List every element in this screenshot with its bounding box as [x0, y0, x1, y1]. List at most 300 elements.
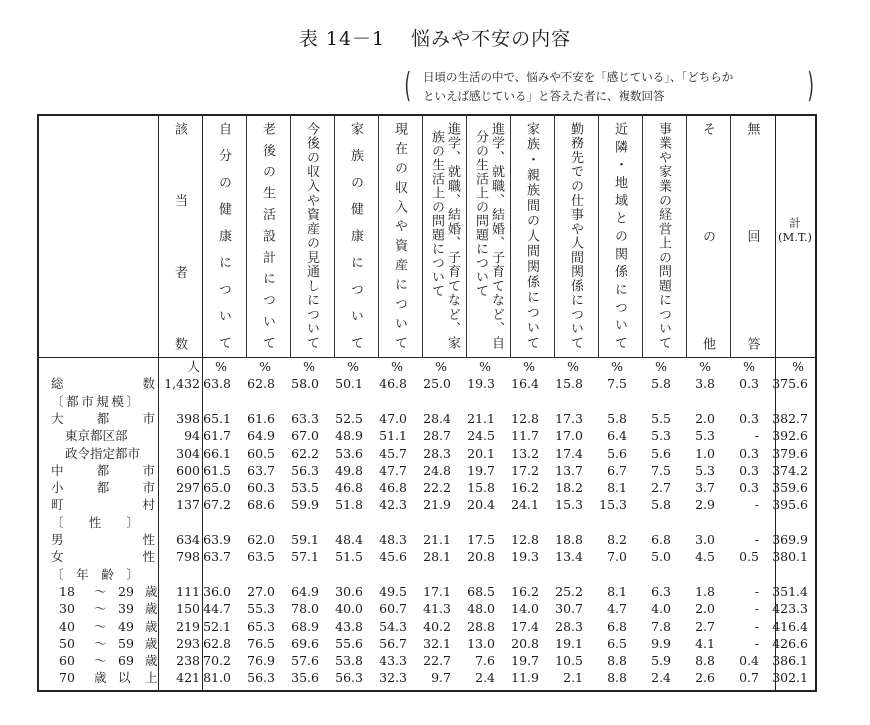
cell-business: 5.5: [651, 410, 671, 426]
units-row: [39, 358, 815, 375]
cell-total: 386.1: [772, 653, 808, 669]
table-row: [39, 462, 815, 479]
cell-count: 94: [184, 428, 200, 444]
cell-future-income: 67.0: [291, 428, 319, 444]
cell-own-life-issues: 20.8: [467, 549, 495, 565]
row-label-part: ～: [94, 653, 107, 669]
row-label: 女性: [51, 549, 155, 565]
cell-own-life-issues: 24.5: [467, 428, 495, 444]
cell-work-relations: 25.2: [555, 583, 583, 599]
row-label-part: 40: [59, 618, 75, 634]
row-label-part: 39: [118, 601, 134, 617]
row-label: 〔年齢〕: [51, 566, 141, 582]
cell-future-income: 53.5: [291, 480, 319, 496]
cell-future-income: 68.9: [291, 618, 319, 634]
cell-future-income: 69.6: [291, 635, 319, 651]
unit-label: %: [611, 359, 623, 374]
row-label-part: 60: [59, 653, 75, 669]
cell-family-life-issues: 28.3: [423, 445, 451, 461]
cell-family-life-issues: 32.1: [423, 635, 451, 651]
table-title-text: 悩みや不安の内容: [411, 28, 572, 50]
cell-current-income: 46.8: [379, 480, 407, 496]
row-label-part: 69: [118, 653, 134, 669]
cell-no-answer: 0.3: [739, 445, 759, 461]
cell-no-answer: 0.3: [739, 480, 759, 496]
header-label: 該当者数: [172, 122, 187, 350]
cell-retirement-plan: 60.5: [247, 445, 275, 461]
cell-family-life-issues: 9.7: [431, 670, 451, 686]
cell-future-income: 56.3: [291, 462, 319, 478]
cell-family-life-issues: 22.2: [423, 480, 451, 496]
row-label-part: 歳: [145, 618, 158, 634]
cell-neighborhood: 8.2: [607, 532, 627, 547]
cell-neighborhood: 8.8: [607, 670, 627, 686]
cell-current-income: 32.3: [379, 670, 407, 686]
row-label-part: 上: [145, 670, 158, 686]
cell-own-health: 81.0: [203, 670, 231, 686]
cell-family-relations: 17.2: [511, 462, 539, 478]
column-header-own-life-issues: [466, 116, 510, 357]
unit-label: %: [215, 359, 227, 374]
cell-retirement-plan: 27.0: [247, 583, 275, 599]
cell-family-relations: 20.8: [511, 635, 539, 651]
cell-neighborhood: 5.8: [607, 410, 627, 426]
cell-family-health: 56.3: [335, 670, 363, 686]
cell-neighborhood: 6.5: [607, 635, 627, 651]
cell-family-life-issues: 21.9: [423, 497, 451, 513]
cell-own-life-issues: 15.8: [467, 480, 495, 496]
cell-own-health: 65.0: [203, 480, 231, 496]
cell-business: 5.6: [651, 445, 671, 461]
header-label: 自分の健康について: [216, 122, 231, 350]
cell-own-health: 67.2: [203, 497, 231, 513]
cell-family-life-issues: 28.7: [423, 428, 451, 444]
cell-business: 5.8: [651, 376, 671, 392]
note-line-2: といえば感じている」と答えた者に、複数回答: [423, 89, 665, 103]
cell-own-health: 65.1: [203, 410, 231, 426]
cell-retirement-plan: 56.3: [247, 670, 275, 686]
cell-retirement-plan: 55.3: [247, 601, 275, 617]
cell-no-answer: 0.3: [739, 410, 759, 426]
cell-total: 392.6: [772, 428, 808, 444]
cell-count: 111: [176, 583, 200, 599]
cell-no-answer: -: [754, 497, 759, 513]
cell-total: 369.9: [772, 532, 808, 547]
cell-family-life-issues: 28.1: [423, 549, 451, 565]
cell-work-relations: 17.0: [555, 428, 583, 444]
cell-count: 238: [176, 653, 200, 669]
cell-current-income: 45.7: [379, 445, 407, 461]
row-label-part: 30: [59, 601, 75, 617]
header-label: 計: [789, 216, 801, 230]
cell-family-relations: 16.2: [511, 480, 539, 496]
cell-neighborhood: 6.8: [607, 618, 627, 634]
cell-own-life-issues: 68.5: [467, 583, 495, 599]
close-paren-decoration: ): [807, 66, 814, 106]
open-paren-decoration: (: [404, 66, 411, 106]
cell-own-life-issues: 13.0: [467, 635, 495, 651]
cell-other: 8.8: [695, 653, 715, 669]
cell-family-life-issues: 28.4: [423, 410, 451, 426]
table-row: [39, 669, 815, 686]
cell-no-answer: 0.3: [739, 376, 759, 392]
cell-work-relations: 13.7: [555, 462, 583, 478]
cell-own-health: 52.1: [203, 618, 231, 634]
cell-family-life-issues: 24.8: [423, 462, 451, 478]
cell-other: 5.3: [695, 428, 715, 444]
cell-count: 634: [176, 532, 200, 547]
header-label: 家族・親族間の人間関係について: [524, 122, 539, 350]
unit-label: %: [523, 359, 535, 374]
table-row: [39, 410, 815, 427]
cell-other: 4.1: [695, 635, 715, 651]
column-header-count: [158, 116, 202, 357]
cell-retirement-plan: 61.6: [247, 410, 275, 426]
table-row: [39, 583, 815, 600]
cell-neighborhood: 15.3: [599, 497, 627, 513]
cell-retirement-plan: 68.6: [247, 497, 275, 513]
cell-neighborhood: 6.7: [607, 462, 627, 478]
row-label: 小都市: [51, 480, 155, 496]
header-label: 今後の収入や資産の見通しについて: [304, 122, 319, 350]
cell-count: 421: [176, 670, 200, 686]
row-label: 政令指定都市: [65, 445, 141, 461]
cell-other: 2.6: [695, 670, 715, 686]
cell-family-relations: 11.9: [511, 670, 539, 686]
cell-total: 375.6: [772, 376, 808, 392]
unit-label: %: [347, 359, 359, 374]
cell-current-income: 47.7: [379, 462, 407, 478]
cell-business: 5.0: [651, 549, 671, 565]
cell-business: 2.4: [651, 670, 671, 686]
cell-other: 2.7: [695, 618, 715, 634]
row-label-part: ～: [94, 618, 107, 634]
cell-current-income: 45.6: [379, 549, 407, 565]
row-label-part: 歳: [145, 635, 158, 651]
cell-total: 351.4: [772, 583, 808, 599]
table-row: [39, 427, 815, 444]
row-label: 大都市: [51, 410, 155, 426]
header-label-line-2: 分の生活上の問題について: [473, 130, 488, 298]
table-row: [39, 635, 815, 652]
cell-future-income: 59.9: [291, 497, 319, 513]
column-header-neighborhood: [598, 116, 642, 357]
cell-total: 423.3: [772, 601, 808, 617]
cell-work-relations: 13.4: [555, 549, 583, 565]
cell-retirement-plan: 60.3: [247, 480, 275, 496]
unit-label: %: [259, 359, 271, 374]
cell-future-income: 62.2: [291, 445, 319, 461]
row-label-part: 歳: [94, 670, 107, 686]
cell-business: 7.5: [651, 462, 671, 478]
column-header-family-health: [334, 116, 378, 357]
cell-total: 380.1: [772, 549, 808, 565]
cell-work-relations: 19.1: [555, 635, 583, 651]
cell-own-life-issues: 2.4: [475, 670, 495, 686]
data-table: [37, 114, 817, 692]
cell-neighborhood: 7.5: [607, 376, 627, 392]
cell-own-health: 63.8: [203, 376, 231, 392]
unit-label: %: [303, 359, 315, 374]
cell-neighborhood: 6.4: [607, 428, 627, 444]
cell-no-answer: 0.3: [739, 462, 759, 478]
column-header-retirement-plan: [246, 116, 290, 357]
cell-family-relations: 11.7: [511, 428, 539, 444]
cell-work-relations: 10.5: [555, 653, 583, 669]
header-label: 家族の健康について: [348, 122, 363, 350]
header-label: 無回答: [744, 122, 760, 350]
cell-family-health: 51.8: [335, 497, 363, 513]
column-header-family-life-issues: [422, 116, 466, 357]
cell-family-relations: 17.4: [511, 618, 539, 634]
header-sublabel: (M.T.): [777, 230, 813, 244]
cell-family-health: 53.8: [335, 653, 363, 669]
cell-count: 1,432: [164, 376, 200, 392]
cell-other: 2.0: [695, 410, 715, 426]
cell-family-health: 40.0: [335, 601, 363, 617]
category-heading-row: [39, 566, 815, 583]
row-label-part: 歳: [145, 653, 158, 669]
table-row: [39, 479, 815, 496]
cell-own-life-issues: 7.6: [475, 653, 495, 669]
cell-own-health: 44.7: [203, 601, 231, 617]
cell-own-life-issues: 20.1: [467, 445, 495, 461]
cell-own-life-issues: 20.4: [467, 497, 495, 513]
cell-current-income: 46.8: [379, 376, 407, 392]
cell-total: 382.7: [772, 410, 808, 426]
cell-total: 416.4: [772, 618, 808, 634]
cell-no-answer: 0.5: [739, 549, 759, 565]
cell-family-relations: 16.2: [511, 583, 539, 599]
cell-business: 6.3: [651, 583, 671, 599]
cell-own-health: 66.1: [203, 445, 231, 461]
header-label: 勤務先での仕事や人間関係について: [568, 122, 583, 350]
cell-family-relations: 12.8: [511, 410, 539, 426]
cell-current-income: 49.5: [379, 583, 407, 599]
cell-current-income: 51.1: [379, 428, 407, 444]
cell-family-relations: 12.8: [511, 532, 539, 547]
cell-count: 600: [176, 462, 200, 478]
cell-neighborhood: 8.1: [607, 480, 627, 496]
cell-own-health: 63.9: [203, 532, 231, 547]
cell-neighborhood: 5.6: [607, 445, 627, 461]
table-row: [39, 600, 815, 617]
row-label-part: 50: [59, 635, 75, 651]
cell-family-health: 50.1: [335, 376, 363, 392]
row-label-part: ～: [94, 583, 107, 599]
unit-label: %: [792, 359, 804, 374]
cell-family-health: 53.6: [335, 445, 363, 461]
cell-count: 398: [176, 410, 200, 426]
cell-retirement-plan: 62.8: [247, 376, 275, 392]
cell-business: 5.8: [651, 497, 671, 513]
cell-own-life-issues: 19.7: [467, 462, 495, 478]
unit-label: 人: [187, 359, 200, 374]
cell-other: 2.9: [695, 497, 715, 513]
cell-total: 426.6: [772, 635, 808, 651]
cell-family-relations: 24.1: [511, 497, 539, 513]
cell-current-income: 47.0: [379, 410, 407, 426]
cell-work-relations: 30.7: [555, 601, 583, 617]
cell-retirement-plan: 63.7: [247, 462, 275, 478]
cell-retirement-plan: 62.0: [247, 532, 275, 547]
cell-no-answer: 0.4: [739, 653, 759, 669]
column-header-own-health: [202, 116, 246, 357]
row-label-part: ～: [94, 635, 107, 651]
cell-family-health: 51.5: [335, 549, 363, 565]
cell-no-answer: -: [754, 532, 759, 547]
cell-count: 297: [176, 480, 200, 496]
cell-other: 1.0: [695, 445, 715, 461]
cell-family-relations: 16.4: [511, 376, 539, 392]
cell-future-income: 59.1: [291, 532, 319, 547]
table-row: [39, 375, 815, 392]
cell-current-income: 60.7: [379, 601, 407, 617]
cell-work-relations: 18.8: [555, 532, 583, 547]
row-label: 男性: [51, 532, 155, 547]
cell-current-income: 48.3: [379, 532, 407, 547]
cell-own-life-issues: 28.8: [467, 618, 495, 634]
cell-neighborhood: 8.1: [607, 583, 627, 599]
unit-label: %: [699, 359, 711, 374]
cell-no-answer: -: [754, 583, 759, 599]
cell-other: 4.5: [695, 549, 715, 565]
cell-other: 3.7: [695, 480, 715, 496]
row-label-part: ～: [94, 601, 107, 617]
unit-label: %: [479, 359, 491, 374]
cell-own-health: 36.0: [203, 583, 231, 599]
cell-own-health: 63.7: [203, 549, 231, 565]
unit-label: %: [743, 359, 755, 374]
cell-neighborhood: 8.8: [607, 653, 627, 669]
unit-label: %: [391, 359, 403, 374]
cell-neighborhood: 4.7: [607, 601, 627, 617]
cell-future-income: 57.1: [291, 549, 319, 565]
column-header-work-relations: [554, 116, 598, 357]
table-number: 表 14－1: [298, 28, 386, 50]
cell-retirement-plan: 64.9: [247, 428, 275, 444]
cell-work-relations: 18.2: [555, 480, 583, 496]
column-header-no-answer: [730, 116, 775, 357]
header-label-line-2: 族の生活上の問題について: [429, 130, 444, 298]
unit-label: %: [435, 359, 447, 374]
cell-count: 137: [176, 497, 200, 513]
row-label: 中都市: [51, 462, 155, 478]
cell-other: 5.3: [695, 462, 715, 478]
column-header-current-income: [378, 116, 422, 357]
cell-work-relations: 28.3: [555, 618, 583, 634]
header-label: その他: [700, 122, 715, 350]
cell-family-health: 43.8: [335, 618, 363, 634]
cell-own-health: 61.7: [203, 428, 231, 444]
cell-total: 374.2: [772, 462, 808, 478]
cell-future-income: 64.9: [291, 583, 319, 599]
header-label: 老後の生活設計について: [260, 122, 275, 350]
table-row: [39, 445, 815, 462]
row-label-part: 18: [59, 583, 75, 599]
category-heading-row: [39, 514, 815, 531]
cell-family-life-issues: 22.7: [423, 653, 451, 669]
cell-current-income: 54.3: [379, 618, 407, 634]
table-row: [39, 548, 815, 565]
cell-future-income: 78.0: [291, 601, 319, 617]
cell-work-relations: 15.3: [555, 497, 583, 513]
header-label-line-1: 進学、就職、結婚、子育てなど、自: [489, 122, 504, 350]
column-header-other: [686, 116, 730, 357]
table-row: [39, 652, 815, 669]
header-label: 近隣・地域との関係について: [612, 122, 627, 350]
column-header-future-income: [290, 116, 334, 357]
cell-family-relations: 19.3: [511, 549, 539, 565]
cell-count: 150: [176, 601, 200, 617]
cell-family-health: 55.6: [335, 635, 363, 651]
cell-current-income: 43.3: [379, 653, 407, 669]
column-header-total: [775, 116, 815, 357]
cell-work-relations: 2.1: [563, 670, 583, 686]
cell-future-income: 63.3: [291, 410, 319, 426]
note-text: [423, 68, 733, 106]
cell-business: 5.3: [651, 428, 671, 444]
cell-no-answer: -: [754, 601, 759, 617]
cell-own-life-issues: 21.1: [467, 410, 495, 426]
category-heading-row: [39, 393, 815, 410]
header-label: 事業や家業の経営上の問題について: [656, 122, 671, 350]
cell-own-health: 61.5: [203, 462, 231, 478]
table-row: [39, 496, 815, 513]
cell-retirement-plan: 76.9: [247, 653, 275, 669]
row-label-part: 歳: [145, 583, 158, 599]
cell-total: 359.6: [772, 480, 808, 496]
unit-label: %: [567, 359, 579, 374]
cell-no-answer: -: [754, 428, 759, 444]
row-label: 〔都市規模〕: [51, 393, 141, 409]
cell-current-income: 56.7: [379, 635, 407, 651]
cell-other: 2.0: [695, 601, 715, 617]
cell-family-life-issues: 17.1: [423, 583, 451, 599]
cell-family-life-issues: 41.3: [423, 601, 451, 617]
cell-family-health: 49.8: [335, 462, 363, 478]
table-row: [39, 618, 815, 635]
cell-own-life-issues: 19.3: [467, 376, 495, 392]
column-header-family-relations: [510, 116, 554, 357]
cell-family-life-issues: 25.0: [423, 376, 451, 392]
cell-future-income: 57.6: [291, 653, 319, 669]
row-label: 東京都区部: [65, 428, 128, 444]
cell-family-life-issues: 21.1: [423, 532, 451, 547]
cell-family-health: 30.6: [335, 583, 363, 599]
cell-business: 9.9: [651, 635, 671, 651]
cell-own-health: 70.2: [203, 653, 231, 669]
cell-family-health: 48.9: [335, 428, 363, 444]
table-row: [39, 531, 815, 548]
cell-business: 6.8: [651, 532, 671, 547]
row-label-part: 29: [118, 583, 134, 599]
row-label-part: 歳: [145, 601, 158, 617]
cell-family-health: 46.8: [335, 480, 363, 496]
cell-business: 5.9: [651, 653, 671, 669]
cell-family-relations: 14.0: [511, 601, 539, 617]
cell-total: 395.6: [772, 497, 808, 513]
cell-business: 7.8: [651, 618, 671, 634]
row-label: 総数: [51, 376, 155, 392]
cell-total: 379.6: [772, 445, 808, 461]
row-label-part: 70: [59, 670, 75, 686]
cell-work-relations: 15.8: [555, 376, 583, 392]
cell-work-relations: 17.4: [555, 445, 583, 461]
row-label: 町村: [51, 497, 155, 513]
cell-work-relations: 17.3: [555, 410, 583, 426]
cell-count: 798: [176, 549, 200, 565]
